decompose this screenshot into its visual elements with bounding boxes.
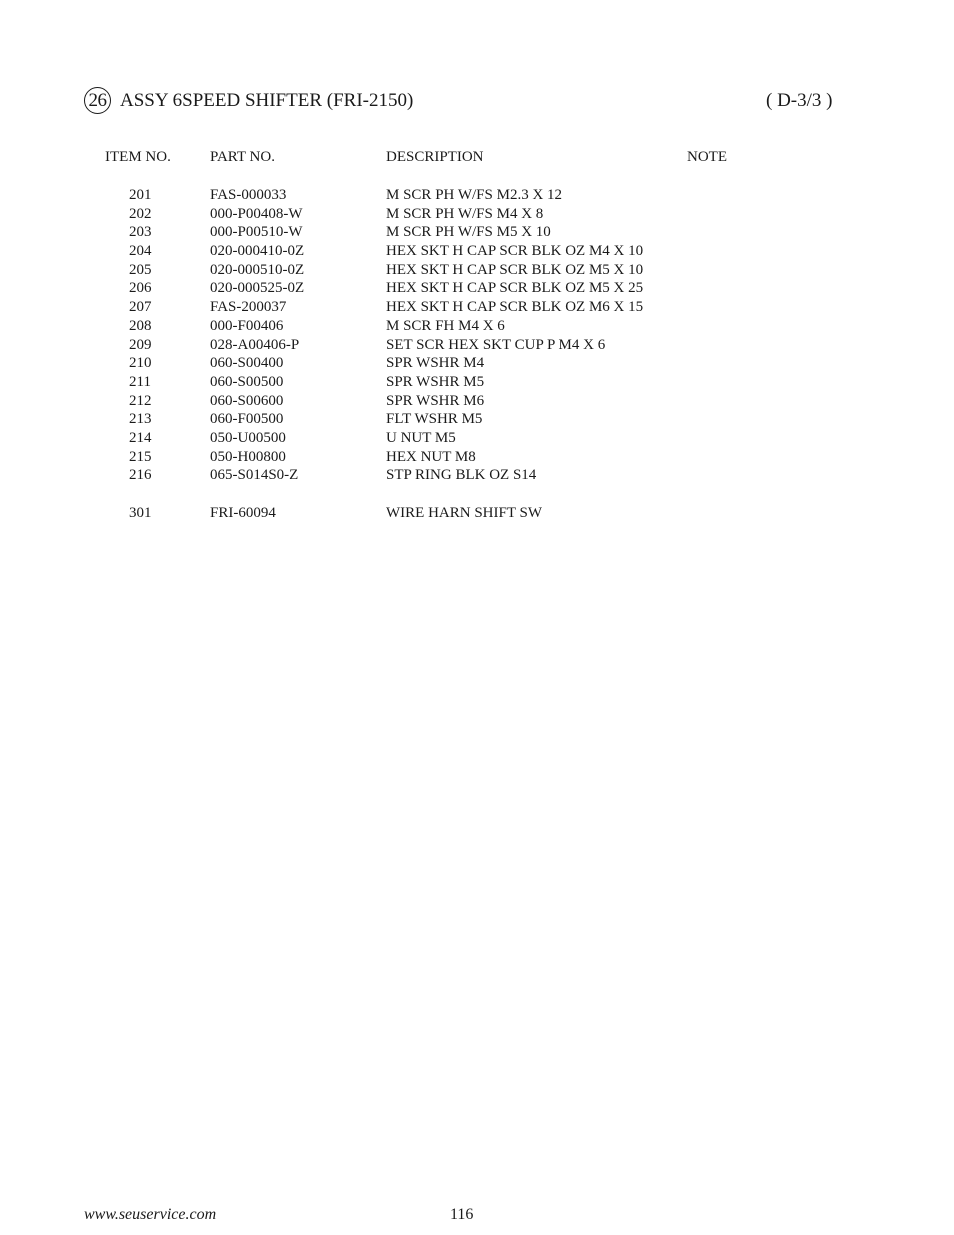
item-number-cell: 214 [129, 429, 152, 446]
column-header-part-no: PART NO. [210, 149, 275, 165]
part-number-cell: 050-H00800 [210, 448, 286, 465]
description-cell: HEX NUT M8 [386, 448, 476, 465]
item-number-cell: 210 [129, 355, 152, 372]
part-row [0, 205, 954, 224]
part-row [0, 223, 954, 242]
item-number-cell: 206 [129, 280, 152, 297]
part-number-cell: 020-000410-0Z [210, 243, 305, 260]
item-number-cell: 211 [129, 373, 151, 390]
item-number-cell: 208 [129, 317, 152, 334]
part-row [0, 448, 954, 467]
section-number-badge: 26 [84, 87, 111, 114]
part-row [0, 317, 954, 336]
column-header-note: NOTE [687, 149, 727, 165]
part-row [0, 392, 954, 411]
description-cell: SET SCR HEX SKT CUP P M4 X 6 [386, 336, 606, 353]
description-cell: HEX SKT H CAP SCR BLK OZ M5 X 10 [386, 261, 644, 278]
part-number-cell: 000-P00510-W [210, 224, 303, 241]
item-number-cell: 204 [129, 243, 152, 260]
description-cell: SPR WSHR M6 [386, 392, 485, 409]
part-row [0, 279, 954, 298]
description-cell: STP RING BLK OZ S14 [386, 467, 537, 484]
description-cell: SPR WSHR M4 [386, 355, 485, 372]
part-row [0, 410, 954, 429]
column-header-description: DESCRIPTION [386, 149, 484, 165]
description-cell: M SCR PH W/FS M4 X 8 [386, 205, 544, 222]
part-number-cell: FRI-60094 [210, 505, 276, 521]
part-number-cell: 060-S00400 [210, 355, 284, 372]
description-cell: M SCR PH W/FS M5 X 10 [386, 224, 551, 241]
part-row [0, 261, 954, 280]
item-number-cell: 212 [129, 392, 152, 409]
parts-list [0, 186, 954, 523]
page-code: ( D-3/3 ) [766, 90, 833, 111]
part-number-cell: 020-000510-0Z [210, 261, 305, 278]
description-cell: WIRE HARN SHIFT SW [386, 505, 542, 521]
item-number-cell: 201 [129, 187, 152, 203]
part-number-cell: FAS-000033 [210, 187, 287, 203]
assembly-title: ASSY 6SPEED SHIFTER (FRI-2150) [120, 90, 414, 111]
description-cell: HEX SKT H CAP SCR BLK OZ M4 X 10 [386, 243, 644, 260]
item-number-cell: 216 [129, 467, 152, 484]
part-row [0, 504, 954, 523]
part-number-cell: 060-F00500 [210, 411, 284, 428]
part-number-cell: 020-000525-0Z [210, 280, 305, 297]
item-number-cell: 213 [129, 411, 152, 428]
description-cell: HEX SKT H CAP SCR BLK OZ M6 X 15 [386, 299, 644, 316]
description-cell: SPR WSHR M5 [386, 373, 485, 390]
part-number-cell: 000-F00406 [210, 317, 284, 334]
description-cell: HEX SKT H CAP SCR BLK OZ M5 X 25 [386, 280, 644, 297]
item-number-cell: 215 [129, 448, 152, 465]
item-number-cell: 207 [129, 299, 152, 316]
part-row [0, 373, 954, 392]
part-number-cell: 050-U00500 [210, 429, 286, 446]
description-cell: U NUT M5 [386, 429, 456, 446]
page-header [84, 86, 844, 116]
part-number-cell: 065-S014S0-Z [210, 467, 299, 484]
footer-website: www.seuservice.com [84, 1206, 217, 1223]
part-row [0, 466, 954, 485]
item-number-cell: 203 [129, 224, 152, 241]
item-number-cell: 202 [129, 205, 152, 222]
part-number-cell: 028-A00406-P [210, 336, 300, 353]
item-number-cell: 205 [129, 261, 152, 278]
part-row [0, 186, 954, 205]
description-cell: FLT WSHR M5 [386, 411, 483, 428]
part-number-cell: 060-S00600 [210, 392, 284, 409]
part-number-cell: 000-P00408-W [210, 205, 303, 222]
item-number-cell: 209 [129, 336, 152, 353]
part-number-cell: FAS-200037 [210, 299, 287, 316]
column-header-item-no: ITEM NO. [105, 149, 171, 165]
part-row [0, 354, 954, 373]
description-cell: M SCR PH W/FS M2.3 X 12 [386, 187, 563, 203]
page-number: 116 [450, 1206, 474, 1223]
item-number-cell: 301 [129, 505, 152, 521]
part-row [0, 336, 954, 355]
part-number-cell: 060-S00500 [210, 373, 284, 390]
part-row [0, 429, 954, 448]
part-row [0, 298, 954, 317]
description-cell: M SCR FH M4 X 6 [386, 317, 505, 334]
part-row [0, 242, 954, 261]
